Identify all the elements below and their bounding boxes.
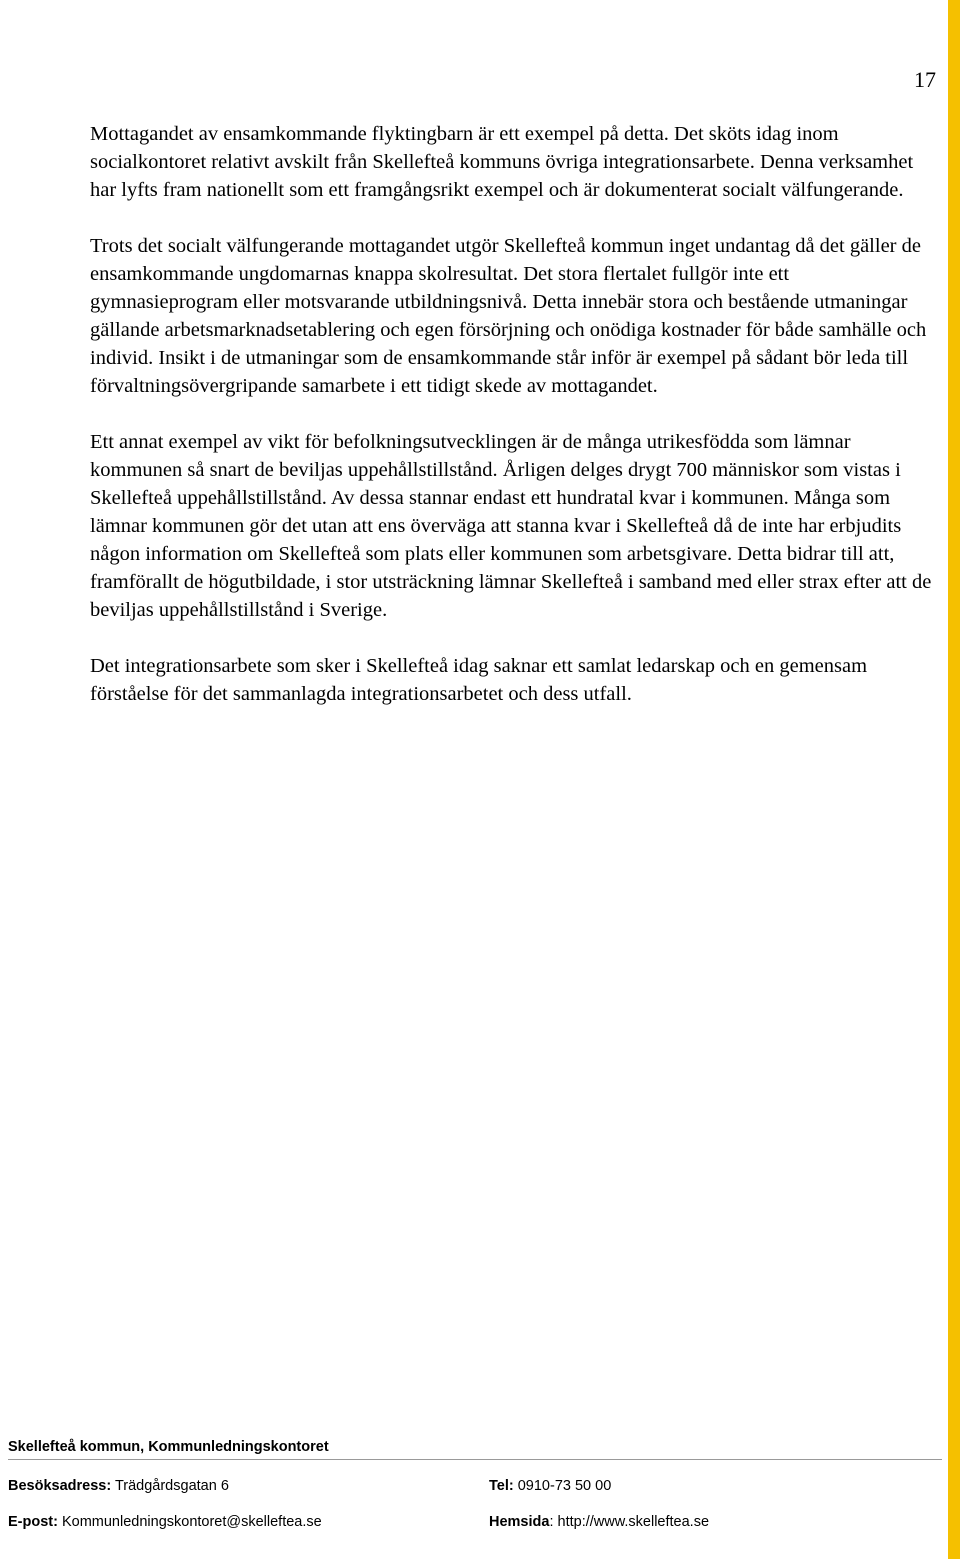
paragraph-2: Trots det socialt välfungerande mottagandet utgör Skellefteå kommun inget undantag då det gäller de ensamkommande ungdomarnas knappa skolresultat. Det stora flertalet fullgör inte ett gymnasieprogram eller motsvarande utbildningsnivå. Detta innebär stora och bestående utmaningar gällande arbetsmarknadsetablering och egen försörjning och onödiga kostnader för både samhälle och individ. Insikt i de utmaningar som de ensamkommande står inför är exempel på sådant bör leda till förvaltningsövergripande samarbete i ett tidigt skede av mottagandet. [90,235,927,397]
accent-bar [948,0,960,1559]
footer-website: Hemsida: http://www.skelleftea.se [489,1514,710,1530]
address-value: Trädgårdsgatan 6 [114,1478,229,1494]
phone-value: 0910-73 50 00 [517,1478,612,1494]
website-value: http://www.skelleftea.se [557,1514,710,1530]
footer-organization: Skellefteå kommun, Kommunledningskontoret [8,1439,329,1455]
address-label: Besöksadress: [8,1478,112,1494]
footer-address [8,1477,229,1495]
paragraph-4: Det integrationsarbete som sker i Skellefteå idag saknar ett samlat ledarskap och en gemensam förståelse för det sammanlagda integrationsarbetet och dess utfall. [90,655,868,705]
phone-label: Tel: [489,1478,514,1494]
email-label: E-post: [8,1514,58,1530]
paragraph-3: Ett annat exempel av vikt för befolkningsutvecklingen är de många utrikesfödda som lämnar kommunen så snart de beviljas uppehållstillstånd. Årligen delges drygt 700 människor som vistas i Skellefteå uppehållstillstånd. Av dessa stannar endast ett hundratal kvar i kommunen. Många som lämnar kommunen gör det utan att ens överväga att stanna kvar i Skellefteå då de inte har erbjudits någon information om Skellefteå som plats eller kommunen som arbetsgivare. Detta bidrar till att, framförallt de högutbildade, i stor utsträckning lämnar Skellefteå i samband med eller strax efter att de beviljas uppehållstillstånd i Sverige. [90,431,932,621]
paragraph-1: Mottagandet av ensamkommande flyktingbarn är ett exempel på detta. Det sköts idag inom socialkontoret relativt avskilt från Skellefteå kommuns övriga integrationsarbete. Denna verksamhet har lyfts fram nationellt som ett framgångsrikt exempel och är dokumenterat socialt välfungerande. [90,123,914,201]
footer-email [8,1513,322,1531]
email-value: Kommunledningskontoret@skelleftea.se [61,1514,322,1530]
footer-phone [489,1477,611,1495]
footer-divider [8,1459,942,1460]
footer [8,1438,942,1531]
footer-row-contact [8,1477,942,1495]
body-text [90,120,942,736]
page-number: 17 [914,67,936,92]
website-label: Hemsida [489,1514,550,1530]
footer-row-online [8,1513,942,1531]
